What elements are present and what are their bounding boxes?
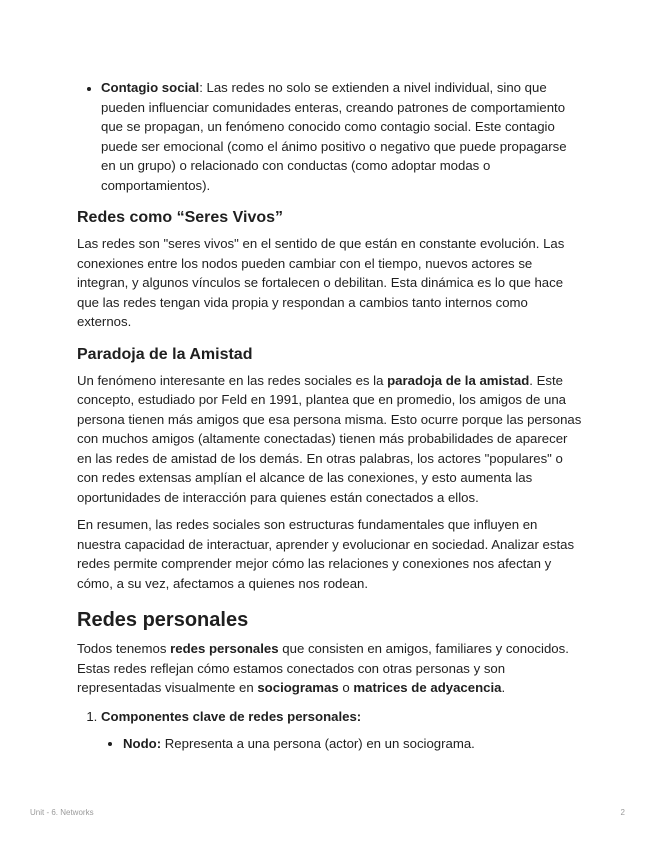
heading-paradoja-amistad: Paradoja de la Amistad [77, 345, 253, 363]
componentes-sublist [101, 734, 582, 754]
personales-text-end: . [501, 680, 506, 695]
list-item-contagio-social [101, 78, 582, 195]
nodo-text: Representa a una persona (actor) en un sociograma. [161, 736, 475, 751]
term-paradoja-amistad: paradoja de la amistad [387, 372, 530, 388]
term-redes-personales: redes personales [170, 641, 279, 656]
personales-text-before: Todos tenemos [77, 641, 171, 656]
componentes-title: Componentes clave de redes personales: [101, 708, 362, 724]
paragraph-redes-personales [77, 639, 582, 698]
personales-text-mid2: o [338, 680, 354, 695]
term-contagio-social: Contagio social [101, 80, 200, 95]
footer-unit-label: Unit - 6. Networks [30, 808, 94, 817]
footer-page-number: 2 [620, 808, 625, 817]
page-content [77, 78, 582, 754]
heading-redes-seres-vivos: Redes como “Seres Vivos” [77, 209, 284, 226]
term-sociogramas: sociogramas [257, 680, 339, 695]
paragraph-paradoja-1 [77, 371, 582, 508]
paragraph-resumen: En resumen, las redes sociales son estructuras fundamentales que influyen en nuestra capacidad de interactuar, aprender y evolucionar en sociedad. Analizar estas redes permite comprender mejor cómo las relaciones y conexiones nos afectan y cómo, a su vez, afectamos a quienes nos rodean. [77, 517, 575, 591]
componentes-list [77, 707, 582, 754]
paradoja-text-after: . Este concepto, estudiado por Feld en 1991, plantea que en promedio, los amigos de una persona tienen más amigos que esa persona misma. Esto ocurre porque las personas con muchos amigos (altamente conectadas) tienen más probabilidades de aparecer en las redes de amistad de los demás. En otras palabras, los actores "populares" o con redes extensas amplían el alcance de las conexiones, y esto aumenta las oportunidades de interacción para quienes están conectados a ellos. [77, 372, 582, 505]
term-matrices-adyacencia: matrices de adyacencia [353, 680, 502, 695]
list-item-componentes [101, 707, 582, 754]
contagio-list [77, 78, 582, 195]
contagio-social-text: : Las redes no solo se extienden a nivel individual, sino que pueden influenciar comunidades enteras, creando patrones de comportamiento que se propagan, un fenómeno conocido como contagio social. Este contagio puede ser emocional (como el ánimo positivo o negativo que puede propagarse en un grupo) o relacionado con conductas (como adoptar modas o comportamientos). [101, 80, 567, 193]
personales-text-mid1: que consisten en amigos, familiares y conocidos. Estas redes reflejan cómo estamos conectados con otras personas y son representadas visualmente en [77, 641, 569, 695]
heading-redes-personales: Redes personales [77, 609, 249, 631]
list-item-nodo [123, 734, 582, 754]
paradoja-text-before: Un fenómeno interesante en las redes sociales es la [77, 372, 388, 388]
paragraph-seres-vivos: Las redes son "seres vivos" en el sentido de que están en constante evolución. Las conexiones entre los nodos pueden cambiar con el tiempo, nuevos actores se integran, y algunos vínculos se fortalecen o debilitan. Esta dinámica es lo que hace que las redes tengan vida propia y respondan a cambios tanto internos como externos. [77, 236, 565, 329]
term-nodo: Nodo: [123, 736, 162, 751]
